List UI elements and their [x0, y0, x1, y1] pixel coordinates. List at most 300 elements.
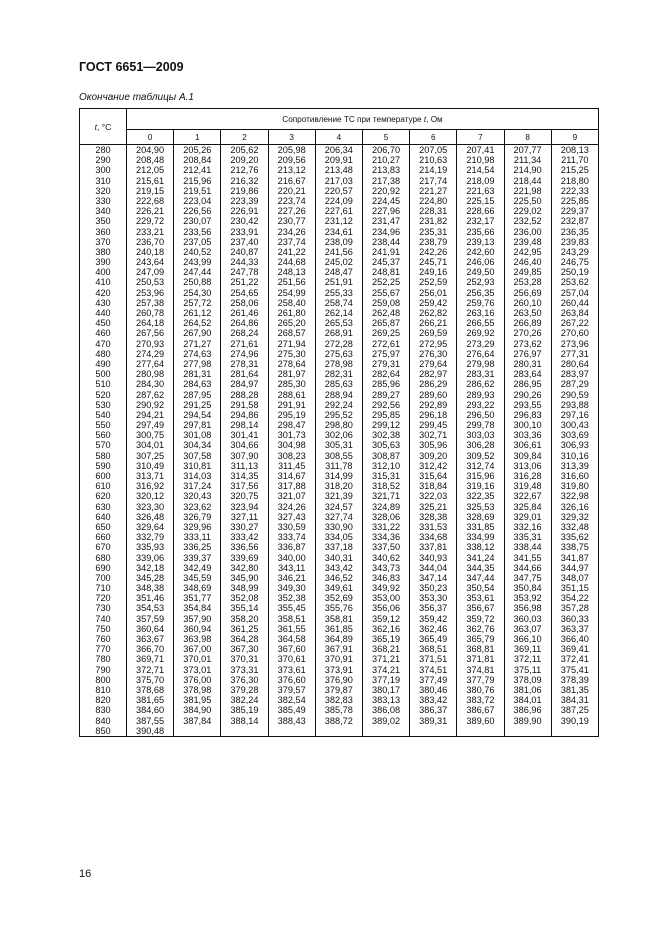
- table-cell: 800: [95, 674, 111, 685]
- table-cell: 336,87: [277, 542, 306, 553]
- table-cell: 302,06: [324, 430, 353, 441]
- table-cell: 830: [95, 705, 111, 716]
- table-cell: 386,37: [419, 705, 448, 716]
- table-cell: 208,84: [183, 155, 212, 166]
- table-cell: 640: [95, 511, 111, 522]
- table-cell: 217,74: [419, 175, 448, 186]
- table-cell: 223,04: [183, 195, 212, 206]
- table-cell: 307,58: [183, 450, 212, 461]
- table-cell: 260,44: [560, 297, 589, 308]
- table-cell: 376,30: [230, 674, 259, 685]
- table-cell: 380,46: [419, 684, 448, 695]
- table-cell: 310,49: [136, 460, 165, 471]
- table-cell: 325,53: [466, 501, 495, 512]
- table-cell: 361,25: [230, 623, 259, 634]
- table-cell: 810: [95, 684, 111, 695]
- table-cell: 317,88: [277, 481, 306, 492]
- table-cell: 351,77: [183, 593, 212, 604]
- table-cell: 317,24: [183, 481, 212, 492]
- table-cell: 226,21: [136, 206, 165, 217]
- table-cell: 334,05: [324, 532, 353, 543]
- table-cell: 292,89: [419, 399, 448, 410]
- table-cell: 490: [95, 358, 111, 369]
- table-cell: 245,02: [324, 257, 353, 268]
- table-cell: 225,50: [513, 195, 542, 206]
- table-cell: 296,50: [466, 409, 495, 420]
- table-cell: 362,76: [466, 623, 495, 634]
- table-cell: 212,41: [183, 165, 212, 176]
- table-cell: 248,81: [371, 267, 401, 278]
- table-cell: 368,81: [466, 644, 495, 655]
- table-cell: 326,16: [560, 501, 589, 512]
- table-cell: 330,90: [324, 521, 353, 532]
- table-cell: 366,40: [560, 634, 589, 644]
- table-cell: 382,83: [324, 695, 353, 706]
- table-cell: 379,87: [324, 684, 353, 695]
- table-cell: 356,06: [371, 603, 401, 614]
- table-cell: 610: [95, 481, 111, 492]
- table-cell: 389,60: [466, 715, 495, 726]
- table-cell: 206,34: [324, 145, 353, 155]
- table-cell: 309,52: [466, 450, 495, 461]
- table-cell: 620: [95, 491, 111, 502]
- table-cell: 234,61: [324, 226, 353, 237]
- table-cell: 294,86: [230, 409, 259, 420]
- table-cell: 255,33: [324, 287, 353, 298]
- table-cell: 260,78: [136, 308, 165, 318]
- table-cell: 339,06: [136, 552, 165, 563]
- table-cell: 249,50: [466, 267, 495, 278]
- table-cell: 389,02: [371, 715, 401, 726]
- table-cell: 360,03: [513, 613, 542, 624]
- table-cell: 351,46: [136, 593, 165, 604]
- table-cell: 266,55: [466, 318, 495, 329]
- table-cell: 700: [95, 572, 111, 583]
- table-cell: 219,51: [183, 185, 212, 196]
- table-cell: 218,44: [513, 175, 542, 186]
- table-cell: 367,60: [277, 644, 306, 655]
- table-cell: 210,98: [466, 155, 495, 166]
- table-cell: 247,44: [183, 267, 212, 278]
- table-cell: 219,15: [136, 185, 165, 196]
- table-cell: 347,14: [419, 572, 448, 583]
- table-cell: 237,74: [277, 236, 306, 247]
- table-cell: 280,98: [136, 369, 165, 380]
- table-cell: 335,62: [560, 532, 589, 543]
- table-cell: 204,90: [136, 145, 165, 155]
- table-cell: 290,59: [560, 389, 589, 400]
- table-cell: 210,63: [419, 155, 448, 166]
- table-cell: 353,30: [419, 593, 448, 604]
- table-cell: 245,71: [419, 257, 448, 268]
- table-cell: 301,73: [277, 430, 306, 441]
- table-cell: 322,35: [466, 491, 495, 502]
- table-cell: 320,43: [183, 491, 212, 502]
- table-cell: 360,64: [136, 623, 165, 634]
- table-cell: 301,41: [230, 430, 259, 441]
- table-cell: 385,19: [230, 705, 259, 716]
- table-cell: 500: [95, 369, 111, 380]
- table-cell: 360,94: [183, 623, 212, 634]
- table-cell: 261,12: [183, 308, 212, 318]
- table-cell: 373,91: [324, 664, 353, 675]
- table-cell: 388,43: [277, 715, 306, 726]
- table-cell: 338,75: [560, 542, 589, 553]
- table-cell: 265,87: [371, 318, 401, 329]
- table-cell: 248,47: [324, 267, 353, 278]
- table-cell: 302,38: [371, 430, 401, 441]
- table-cell: 215,61: [136, 175, 165, 186]
- table-cell: 278,64: [277, 358, 306, 369]
- table-cell: 257,72: [183, 297, 212, 308]
- table-cell: 349,61: [324, 583, 353, 594]
- table-cell: 313,06: [513, 460, 542, 471]
- table-cell: 207,05: [419, 145, 448, 155]
- table-cell: 316,92: [136, 481, 165, 492]
- table-cell: 213,83: [371, 165, 401, 176]
- digit-header-4: 4: [315, 130, 362, 145]
- table-cell: 366,10: [513, 634, 542, 644]
- digit-header-row: [80, 130, 599, 145]
- table-cell: 319,48: [513, 481, 542, 492]
- table-cell: 268,91: [324, 328, 353, 339]
- table-cell: 303,36: [513, 430, 542, 441]
- table-cell: 276,30: [419, 348, 448, 359]
- table-cell: 347,44: [466, 572, 495, 583]
- table-cell: 360: [95, 226, 111, 237]
- table-cell: 268,57: [277, 328, 306, 339]
- table-cell: 290,92: [136, 399, 165, 410]
- table-cell: 298,14: [230, 420, 259, 431]
- table-cell: 381,35: [560, 684, 589, 695]
- table-caption: Окончание таблицы А.1: [79, 92, 194, 103]
- table-cell: 280: [95, 145, 111, 155]
- table-cell: 650: [95, 521, 111, 532]
- resistance-column-7: [457, 145, 504, 737]
- table-cell: 324,57: [324, 501, 353, 512]
- table-cell: 381,95: [183, 695, 212, 706]
- table-cell: 227,96: [371, 206, 401, 217]
- table-cell: 261,46: [230, 308, 259, 318]
- table-cell: 307,90: [230, 450, 259, 461]
- table-cell: 268,24: [230, 328, 259, 339]
- table-cell: 263,16: [466, 308, 495, 318]
- table-cell: 346,83: [371, 572, 401, 583]
- table-cell: 215,96: [183, 175, 212, 186]
- table-cell: 377,79: [466, 674, 495, 685]
- table-cell: 375,41: [560, 664, 589, 675]
- table-cell: 312,74: [466, 460, 495, 471]
- table-cell: 348,07: [560, 572, 589, 583]
- table-cell: 338,44: [513, 542, 542, 553]
- table-cell: 353,00: [371, 593, 401, 604]
- table-cell: 293,55: [513, 399, 542, 410]
- table-cell: 330,59: [277, 521, 306, 532]
- table-cell: 205,98: [277, 145, 306, 155]
- table-cell: 372,11: [513, 654, 542, 665]
- resistance-column-4: [315, 145, 362, 737]
- table-cell: 208,48: [136, 155, 165, 166]
- table-cell: 330,27: [230, 521, 259, 532]
- table-cell: 322,67: [513, 491, 542, 502]
- resistance-column-8: [504, 145, 551, 737]
- table-cell: 325,21: [419, 501, 448, 512]
- table-cell: 336,56: [230, 542, 259, 553]
- digit-header-7: 7: [457, 130, 504, 145]
- table-cell: 218,80: [560, 175, 589, 186]
- table-cell: 266,89: [513, 318, 542, 329]
- table-cell: 350,23: [419, 583, 448, 594]
- table-cell: 236,70: [136, 236, 165, 247]
- table-cell: 850: [95, 725, 111, 736]
- table-cell: 226,91: [230, 206, 259, 217]
- table-cell: 208,13: [560, 145, 589, 155]
- table-cell: 354,84: [183, 603, 212, 614]
- table-cell: 302,71: [419, 430, 448, 441]
- table-cell: 337,50: [371, 542, 401, 553]
- table-cell: 237,40: [230, 236, 259, 247]
- table-cell: 329,01: [513, 511, 542, 522]
- table-cell: 261,80: [277, 308, 306, 318]
- table-cell: 540: [95, 409, 111, 420]
- table-cell: 308,87: [371, 450, 401, 461]
- table-cell: 369,41: [560, 644, 589, 655]
- table-cell: 460: [95, 328, 111, 339]
- table-cell: 259,42: [419, 297, 448, 308]
- table-cell: 346,21: [277, 572, 306, 583]
- table-cell: 297,49: [136, 420, 165, 431]
- table-cell: 389,90: [513, 715, 542, 726]
- table-cell: 590: [95, 460, 111, 471]
- table-cell: 213,12: [277, 165, 306, 176]
- table-cell: 385,78: [324, 705, 353, 716]
- table-cell: 318,84: [419, 481, 448, 492]
- table-cell: 390: [95, 257, 111, 268]
- table-cell: 231,47: [371, 216, 401, 227]
- table-cell: 291,25: [183, 399, 212, 410]
- table-cell: 242,60: [466, 246, 495, 257]
- table-cell: 240,52: [183, 246, 212, 257]
- table-cell: 223,74: [277, 195, 306, 206]
- table-cell: 343,11: [277, 562, 306, 573]
- t-symbol: t: [94, 121, 98, 132]
- table-cell: 217,03: [324, 175, 353, 186]
- table-cell: 327,11: [230, 511, 259, 522]
- table-cell: 272,95: [419, 338, 448, 349]
- table-cell: 299,12: [371, 420, 401, 431]
- table-cell: 306,28: [466, 440, 495, 451]
- table-cell: 296,83: [513, 409, 542, 420]
- table-cell: 305,31: [324, 440, 353, 451]
- table-cell: 327,74: [324, 511, 353, 522]
- table-cell: 352,38: [277, 593, 306, 604]
- table-cell: 270,60: [560, 328, 589, 339]
- table-cell: 263,84: [560, 308, 589, 318]
- table-cell: 215,25: [560, 165, 589, 176]
- table-cell: 630: [95, 501, 111, 512]
- table-cell: 253,96: [136, 287, 165, 298]
- table-cell: 280,64: [560, 358, 589, 369]
- table-cell: 374,51: [419, 664, 448, 675]
- table-cell: 205,62: [230, 145, 259, 155]
- table-cell: 316,60: [560, 471, 589, 481]
- table-cell: 325,84: [513, 501, 542, 512]
- table-cell: 331,53: [419, 521, 448, 532]
- table-cell: 246,40: [513, 257, 542, 268]
- table-cell: 252,25: [371, 277, 401, 288]
- table-cell: 293,22: [466, 399, 495, 410]
- table-cell: 329,96: [183, 521, 212, 532]
- table-cell: 359,12: [371, 613, 401, 624]
- table-cell: 390,19: [560, 715, 589, 726]
- table-cell: 383,13: [371, 695, 401, 706]
- table-cell: 369,71: [136, 654, 165, 665]
- table-cell: 206,70: [371, 145, 401, 155]
- table-cell: 328,38: [419, 511, 448, 522]
- table-cell: 381,65: [136, 695, 165, 706]
- table-cell: 250,53: [136, 277, 165, 288]
- table-cell: 323,62: [183, 501, 212, 512]
- table-cell: 284,63: [183, 379, 212, 390]
- table-cell: 339,37: [183, 552, 212, 563]
- table-cell: 344,97: [560, 562, 589, 573]
- table-cell: 321,39: [324, 491, 353, 502]
- table-cell: 318,52: [371, 481, 401, 492]
- table-cell: 377,49: [419, 674, 448, 685]
- table-cell: 227,26: [277, 206, 306, 217]
- table-cell: 331,22: [371, 521, 401, 532]
- table-cell: 330: [95, 195, 111, 206]
- table-cell: 370: [95, 236, 111, 247]
- table-cell: 730: [95, 603, 111, 614]
- table-cell: 320: [95, 185, 111, 196]
- table-cell: 379,57: [277, 684, 306, 695]
- resistance-column-0: [127, 145, 174, 737]
- table-cell: 288,94: [324, 389, 353, 400]
- table-cell: 357,90: [183, 613, 212, 624]
- table-cell: 385,49: [277, 705, 306, 716]
- table-cell: 351,15: [560, 583, 589, 594]
- table-cell: 254,65: [230, 287, 259, 298]
- table-cell: 314,35: [230, 471, 259, 481]
- table-cell: 378,09: [513, 674, 542, 685]
- table-cell: 291,58: [230, 399, 259, 410]
- table-cell: 381,06: [513, 684, 542, 695]
- resistance-column-6: [410, 145, 457, 737]
- table-cell: 530: [95, 399, 111, 410]
- table-cell: 334,99: [466, 532, 495, 543]
- table-cell: 262,48: [371, 308, 401, 318]
- table-cell: 337,18: [324, 542, 353, 553]
- table-cell: 218,09: [466, 175, 495, 186]
- table-cell: 304,66: [230, 440, 259, 451]
- table-cell: 258,40: [277, 297, 306, 308]
- table-cell: 384,60: [136, 705, 165, 716]
- table-cell: 241,22: [277, 246, 306, 257]
- table-cell: 355,14: [230, 603, 259, 614]
- table-cell: 219,86: [230, 185, 259, 196]
- table-cell: 250,88: [183, 277, 212, 288]
- table-cell: 240,18: [136, 246, 165, 257]
- table-cell: 365,19: [371, 634, 401, 644]
- table-cell: 275,63: [324, 348, 353, 359]
- digit-header-9: 9: [551, 130, 598, 145]
- table-cell: 239,83: [560, 236, 589, 247]
- table-cell: 245,37: [371, 257, 401, 268]
- table-cell: 371,51: [419, 654, 448, 665]
- table-cell: 240,87: [230, 246, 259, 257]
- table-cell: 333,74: [277, 532, 306, 543]
- table-cell: 370,91: [324, 654, 353, 665]
- table-cell: 358,51: [277, 613, 306, 624]
- table-cell: 410: [95, 277, 111, 288]
- table-cell: 376,60: [277, 674, 306, 685]
- table-cell: 209,91: [324, 155, 353, 166]
- table-cell: 263,50: [513, 308, 542, 318]
- table-cell: 340,93: [419, 552, 448, 563]
- table-cell: 288,61: [277, 389, 306, 400]
- table-cell: 356,98: [513, 603, 542, 614]
- table-cell: 377,19: [371, 674, 401, 685]
- table-cell: 347,75: [513, 572, 542, 583]
- table-cell: 220,21: [277, 185, 306, 196]
- table-cell: 387,84: [183, 715, 212, 726]
- table-cell: 313,71: [136, 471, 165, 481]
- table-cell: 720: [95, 593, 111, 604]
- table-cell: 342,49: [183, 562, 212, 573]
- table-cell: 283,97: [560, 369, 589, 380]
- table-cell: 300: [95, 165, 111, 176]
- table-cell: 320,75: [230, 491, 259, 502]
- table-cell: 224,80: [419, 195, 448, 206]
- table-cell: 285,96: [371, 379, 401, 390]
- table-cell: 580: [95, 450, 111, 461]
- table-cell: 328,06: [371, 511, 401, 522]
- table-cell: 790: [95, 664, 111, 675]
- table-cell: 384,01: [513, 695, 542, 706]
- table-cell: 264,18: [136, 318, 165, 329]
- table-cell: 314,99: [324, 471, 353, 481]
- table-cell: 350: [95, 216, 111, 227]
- table-cell: 304,01: [136, 440, 165, 451]
- table-cell: 255,67: [371, 287, 401, 298]
- table-cell: 327,43: [277, 511, 306, 522]
- table-cell: 214,90: [513, 165, 542, 176]
- table-cell: 349,92: [371, 583, 401, 594]
- table-cell: 222,68: [136, 195, 165, 206]
- table-cell: 390,48: [136, 725, 165, 736]
- table-cell: 349,30: [277, 583, 306, 594]
- table-cell: 340,31: [324, 552, 353, 563]
- table-cell: 368,51: [419, 644, 448, 655]
- table-cell: 340,62: [371, 552, 401, 563]
- table-cell: 710: [95, 583, 111, 594]
- table-cell: 247,09: [136, 267, 165, 278]
- table-cell: 270,26: [513, 328, 542, 339]
- table-cell: 363,37: [560, 623, 589, 634]
- table-cell: 285,30: [277, 379, 306, 390]
- table-cell: 303,03: [466, 430, 495, 441]
- t-unit: , °C: [97, 121, 112, 132]
- table-cell: 374,81: [466, 664, 495, 675]
- table-cell: 378,98: [183, 684, 212, 695]
- temperature-column-header: [80, 109, 127, 145]
- table-cell: 373,01: [183, 664, 212, 675]
- table-cell: 361,55: [277, 623, 306, 634]
- digit-header-5: 5: [362, 130, 409, 145]
- table-cell: 317,56: [230, 481, 259, 492]
- table-cell: 336,25: [183, 542, 212, 553]
